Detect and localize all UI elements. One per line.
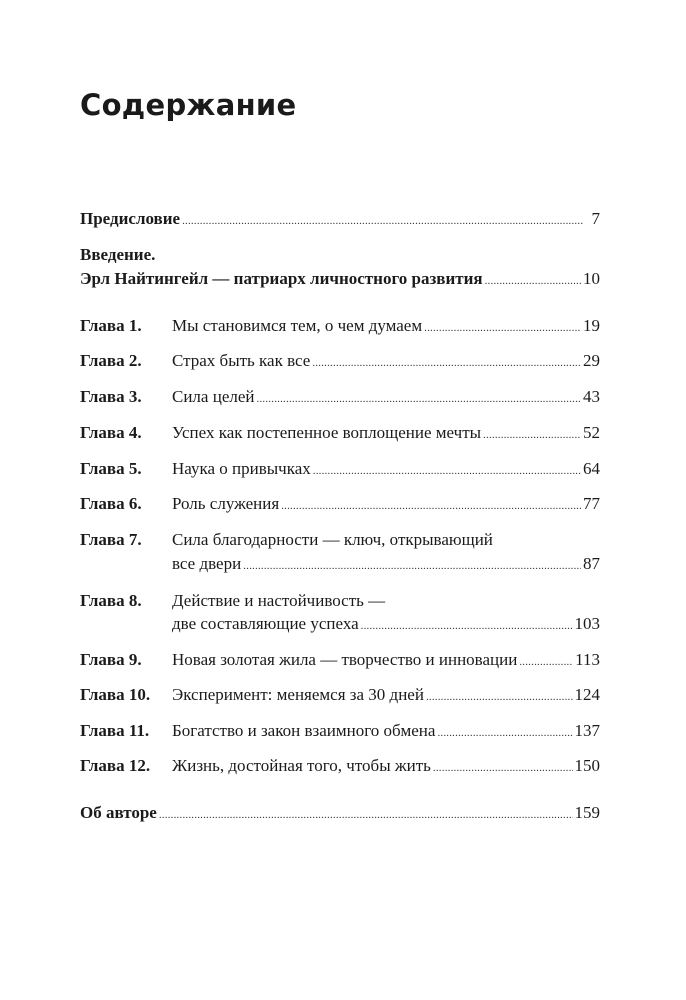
toc-entry-chapter-10[interactable]	[80, 682, 600, 708]
chapter-label: Глава 5.	[80, 459, 142, 478]
chapter-title: Страх быть как все	[172, 351, 311, 370]
chapter-label: Глава 4.	[80, 423, 142, 442]
chapter-label: Глава 6.	[80, 494, 142, 513]
entry-title: Об авторе	[80, 803, 157, 822]
dot-leader	[433, 755, 573, 781]
chapter-label: Глава 2.	[80, 351, 142, 370]
page-number: 43	[583, 387, 600, 406]
toc-entry-chapter-1[interactable]	[80, 313, 600, 339]
toc-entry-preface[interactable]	[80, 206, 600, 232]
chapter-title: Жизнь, достойная того, чтобы жить	[172, 756, 431, 775]
chapter-label: Глава 9.	[80, 650, 142, 669]
chapter-title: Эксперимент: меняемся за 30 дней	[172, 685, 424, 704]
toc-entry-chapter-11[interactable]	[80, 718, 600, 744]
chapter-label: Глава 10.	[80, 685, 151, 704]
chapter-title: Мы становимся тем, о чем думаем	[172, 316, 423, 335]
dot-leader	[361, 613, 573, 639]
dot-leader	[243, 553, 581, 579]
page-number: 124	[574, 685, 600, 704]
dot-leader	[437, 720, 572, 746]
dot-leader	[182, 208, 584, 234]
toc-entry-about-author[interactable]	[80, 800, 600, 826]
chapter-title: две составляющие успеха	[172, 614, 359, 633]
page-number: 137	[574, 721, 600, 740]
chapter-title: Сила благодарности — ключ, открывающий	[172, 530, 493, 549]
toc-entry-chapter-3[interactable]	[80, 384, 600, 410]
chapter-label: Глава 8.	[80, 591, 142, 610]
page-number: 159	[574, 803, 600, 822]
toc-entry-chapter-7[interactable]	[80, 527, 600, 553]
dot-leader	[483, 422, 581, 448]
dot-leader	[426, 684, 573, 710]
page-number: 103	[574, 614, 600, 633]
dot-leader	[313, 458, 581, 484]
toc-entry-chapter-9[interactable]	[80, 647, 600, 673]
entry-title: Предисловие	[80, 209, 181, 228]
toc-entry-chapter-2[interactable]	[80, 348, 600, 374]
chapter-title: Богатство и закон взаимного обмена	[172, 721, 436, 740]
page-number: 7	[591, 209, 600, 228]
toc-entry-intro-line1[interactable]	[80, 242, 600, 268]
chapter-label: Глава 1.	[80, 316, 142, 335]
page-number: 77	[583, 494, 600, 513]
toc-entry-chapter-8-cont[interactable]	[172, 611, 600, 637]
toc-entry-chapter-6[interactable]	[80, 491, 600, 517]
entry-title: Эрл Найтингейл — патриарх личностного развития	[80, 269, 483, 288]
page-number: 10	[583, 269, 600, 288]
chapter-title: Сила целей	[172, 387, 255, 406]
page-number: 29	[583, 351, 600, 370]
page-title: Содержание	[80, 88, 297, 122]
page-number: 87	[583, 554, 600, 573]
chapter-title: Новая золотая жила — творчество и инновации	[172, 650, 518, 669]
dot-leader	[519, 649, 573, 675]
chapter-title: Успех как постепенное воплощение мечты	[172, 423, 482, 442]
chapter-label: Глава 12.	[80, 756, 151, 775]
toc-entry-chapter-5[interactable]	[80, 456, 600, 482]
chapter-title: Действие и настойчивость —	[172, 591, 386, 610]
chapter-title: Наука о привычках	[172, 459, 311, 478]
dot-leader	[424, 315, 581, 341]
dot-leader	[257, 386, 582, 412]
toc-entry-chapter-4[interactable]	[80, 420, 600, 446]
page-number: 150	[574, 756, 600, 775]
toc-entry-chapter-7-cont[interactable]	[172, 551, 600, 577]
dot-leader	[281, 493, 581, 519]
toc-entry-chapter-12[interactable]	[80, 753, 600, 779]
page-number: 113	[575, 650, 600, 669]
dot-leader	[159, 802, 573, 828]
chapter-title: Роль служения	[172, 494, 280, 513]
dot-leader	[485, 268, 581, 294]
entry-title: Введение.	[80, 245, 156, 264]
page-number: 19	[583, 316, 600, 335]
chapter-title: все двери	[172, 554, 242, 573]
toc-entry-intro[interactable]	[80, 266, 600, 292]
page-number: 64	[583, 459, 600, 478]
dot-leader	[312, 350, 581, 376]
page-number: 52	[583, 423, 600, 442]
chapter-label: Глава 3.	[80, 387, 142, 406]
chapter-label: Глава 11.	[80, 721, 150, 740]
chapter-label: Глава 7.	[80, 530, 142, 549]
